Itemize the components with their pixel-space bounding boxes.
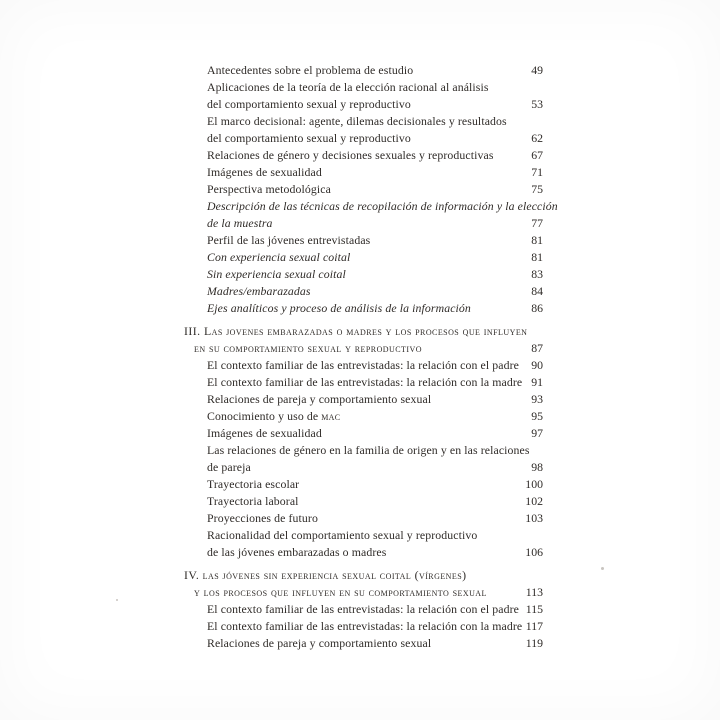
toc-entry-title: Perfil de las jóvenes entrevistadas xyxy=(207,233,371,247)
toc-entry xyxy=(0,130,720,147)
toc-entry-title: El marco decisional: agente, dilemas decisionales y resultados xyxy=(207,114,507,128)
toc-entry-title: Relaciones de pareja y comportamiento sexual xyxy=(207,636,432,650)
toc-entry-title: Conocimiento y uso de mac xyxy=(207,409,341,423)
toc-entry-title: IV. las jóvenes sin experiencia sexual coital (vírgenes) xyxy=(184,568,467,582)
toc-page-number: 87 xyxy=(531,341,543,355)
toc-entry xyxy=(0,442,720,459)
toc-page-number: 119 xyxy=(525,636,543,650)
toc-entry-title: Madres/embarazadas xyxy=(207,284,311,298)
toc-entry xyxy=(0,215,720,232)
toc-entry-title: Imágenes de sexualidad xyxy=(207,165,322,179)
toc-entry-title: Relaciones de pareja y comportamiento sexual xyxy=(207,392,432,406)
toc-entry xyxy=(0,96,720,113)
chapter-numeral: IV. xyxy=(184,568,203,582)
toc-entry-title: El contexto familiar de las entrevistadas: la relación con la madre xyxy=(207,375,523,389)
toc-entry-title: de pareja xyxy=(207,460,251,474)
toc-entry-title: El contexto familiar de las entrevistadas: la relación con el padre xyxy=(207,358,519,372)
toc-chapter-heading xyxy=(0,340,720,357)
toc-entry xyxy=(0,391,720,408)
toc-page-number: 53 xyxy=(531,97,543,111)
toc-entry-title: III. Las jovenes embarazadas o madres y los procesos que influyen xyxy=(184,324,528,338)
toc-entry xyxy=(0,147,720,164)
toc-page-number: 103 xyxy=(525,511,543,525)
toc-page-number: 67 xyxy=(531,148,543,162)
toc-entry-title: en su comportamiento sexual y reproductivo xyxy=(194,341,422,355)
toc-entry xyxy=(0,425,720,442)
toc-page-number: 81 xyxy=(531,233,543,247)
toc-entry xyxy=(0,249,720,266)
toc-entry xyxy=(0,408,720,425)
toc-entry-title: Trayectoria escolar xyxy=(207,477,300,491)
toc-entry xyxy=(0,601,720,618)
toc-page-number: 98 xyxy=(531,460,543,474)
toc-page-number: 84 xyxy=(531,284,543,298)
toc-entry-title: Ejes analíticos y proceso de análisis de la información xyxy=(207,301,471,315)
toc-entry-title: El contexto familiar de las entrevistadas: la relación con la madre xyxy=(207,619,523,633)
acronym-mac: mac xyxy=(321,409,341,423)
toc-entry xyxy=(0,357,720,374)
toc-chapter-heading xyxy=(0,584,720,601)
toc-entry xyxy=(0,510,720,527)
toc-entry-title: del comportamiento sexual y reproductivo xyxy=(207,131,411,145)
toc-page-number: 86 xyxy=(531,301,543,315)
toc-entry-title: Perspectiva metodológica xyxy=(207,182,331,196)
toc-entry-title: Descripción de las técnicas de recopilación de información y la elección xyxy=(207,199,558,213)
toc-entry xyxy=(0,62,720,79)
toc-entry-title: Imágenes de sexualidad xyxy=(207,426,322,440)
toc-page-number: 93 xyxy=(531,392,543,406)
table-of-contents xyxy=(0,62,720,652)
toc-entry-title: Aplicaciones de la teoría de la elección racional al análisis xyxy=(207,80,489,94)
toc-page-number: 106 xyxy=(525,545,543,559)
toc-entry xyxy=(0,113,720,130)
toc-entry-title: de la muestra xyxy=(207,216,273,230)
scan-speck xyxy=(116,599,118,601)
toc-entry-title: de las jóvenes embarazadas o madres xyxy=(207,545,387,559)
toc-entry-title: Relaciones de género y decisiones sexuales y reproductivas xyxy=(207,148,494,162)
toc-entry-title: del comportamiento sexual y reproductivo xyxy=(207,97,411,111)
toc-page-number: 77 xyxy=(531,216,543,230)
toc-page-number: 97 xyxy=(531,426,543,440)
toc-page-number: 75 xyxy=(531,182,543,196)
toc-page-number: 62 xyxy=(531,131,543,145)
toc-entry xyxy=(0,544,720,561)
toc-page-number: 81 xyxy=(531,250,543,264)
toc-entry xyxy=(0,493,720,510)
toc-entry xyxy=(0,232,720,249)
toc-page-number: 90 xyxy=(531,358,543,372)
toc-entry xyxy=(0,164,720,181)
toc-entry-title: Proyecciones de futuro xyxy=(207,511,318,525)
toc-entry-title: Trayectoria laboral xyxy=(207,494,299,508)
toc-chapter-heading xyxy=(0,323,720,340)
toc-entry-title: El contexto familiar de las entrevistadas: la relación con el padre xyxy=(207,602,519,616)
toc-page-number: 100 xyxy=(525,477,543,491)
toc-entry xyxy=(0,266,720,283)
toc-entry xyxy=(0,181,720,198)
chapter-numeral: III. xyxy=(184,324,204,338)
toc-entry xyxy=(0,300,720,317)
toc-page-number: 49 xyxy=(531,63,543,77)
toc-entry xyxy=(0,476,720,493)
toc-page-number: 102 xyxy=(525,494,543,508)
toc-chapter-heading xyxy=(0,567,720,584)
toc-page-number: 71 xyxy=(531,165,543,179)
toc-entry xyxy=(0,198,720,215)
toc-entry xyxy=(0,374,720,391)
toc-entry xyxy=(0,618,720,635)
toc-page-number: 115 xyxy=(525,602,543,616)
toc-page-number: 95 xyxy=(531,409,543,423)
toc-entry-title: Las relaciones de género en la familia de origen y en las relaciones xyxy=(207,443,530,457)
toc-entry-title: Sin experiencia sexual coital xyxy=(207,267,346,281)
toc-page-number: 113 xyxy=(525,585,543,599)
toc-page-number: 91 xyxy=(531,375,543,389)
toc-page-number: 83 xyxy=(531,267,543,281)
toc-entry-title: y los procesos que influyen en su comportamiento sexual xyxy=(194,585,487,599)
toc-entry-title: Racionalidad del comportamiento sexual y reproductivo xyxy=(207,528,478,542)
toc-entry xyxy=(0,283,720,300)
toc-page-number: 117 xyxy=(525,619,543,633)
toc-entry xyxy=(0,79,720,96)
toc-entry xyxy=(0,527,720,544)
scan-speck xyxy=(601,567,604,570)
toc-entry xyxy=(0,459,720,476)
toc-entry-title: Con experiencia sexual coital xyxy=(207,250,351,264)
toc-entry-title: Antecedentes sobre el problema de estudio xyxy=(207,63,414,77)
toc-entry xyxy=(0,635,720,652)
